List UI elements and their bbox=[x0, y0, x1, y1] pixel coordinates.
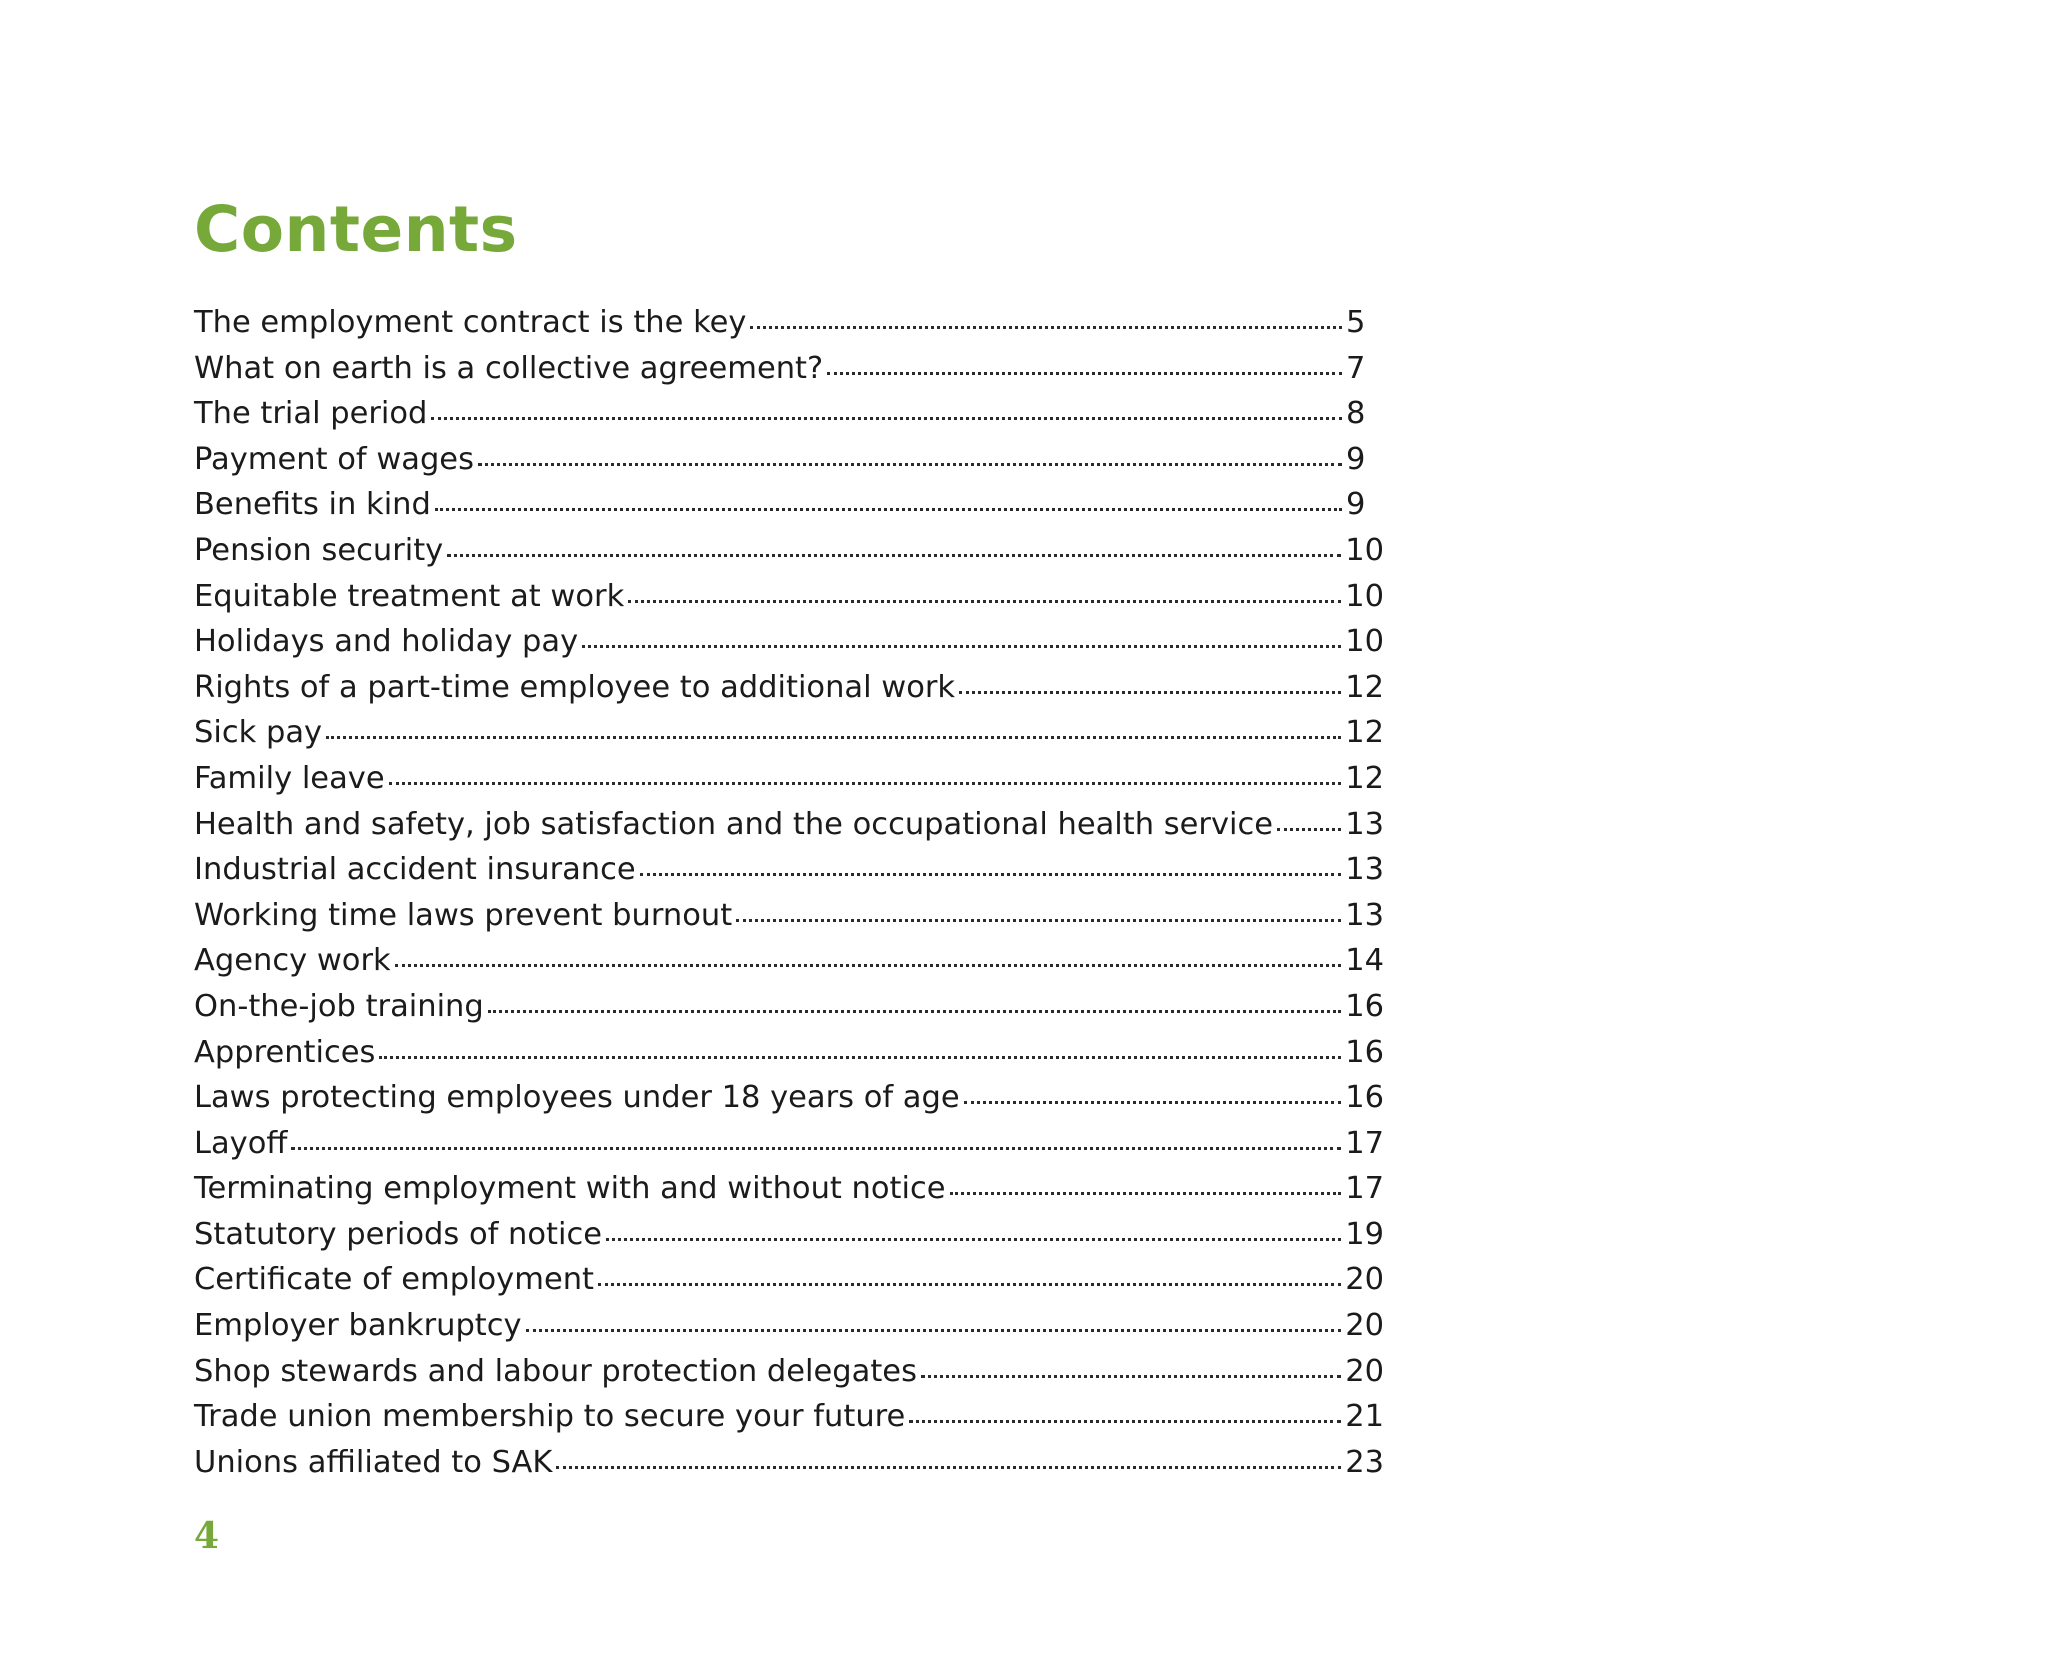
toc-entry-page-number: 9 bbox=[1346, 441, 1366, 477]
toc-entry-page-number: 16 bbox=[1345, 1034, 1384, 1070]
dot-leader bbox=[736, 919, 1341, 922]
dot-leader bbox=[827, 372, 1342, 375]
toc-entry[interactable] bbox=[194, 893, 1384, 939]
toc-entry[interactable] bbox=[194, 938, 1384, 984]
toc-entry-page-number: 20 bbox=[1345, 1262, 1384, 1298]
toc-entry-page-number: 10 bbox=[1345, 532, 1384, 568]
toc-entry-title: Rights of a part-time employee to additional work bbox=[194, 669, 956, 705]
dot-leader bbox=[395, 964, 1342, 967]
dot-leader bbox=[431, 417, 1342, 420]
toc-entry-page-number: 13 bbox=[1345, 852, 1384, 888]
toc-entry[interactable] bbox=[194, 391, 1384, 437]
toc-entry-page-number: 21 bbox=[1345, 1399, 1384, 1435]
toc-entry[interactable] bbox=[194, 756, 1384, 802]
toc-entry[interactable] bbox=[194, 1303, 1384, 1349]
toc-entry-page-number: 9 bbox=[1346, 487, 1366, 523]
dot-leader bbox=[478, 463, 1342, 466]
toc-entry[interactable] bbox=[194, 1349, 1384, 1395]
toc-entry[interactable] bbox=[194, 1121, 1384, 1167]
toc-entry-page-number: 12 bbox=[1345, 760, 1384, 796]
toc-entry-title: Family leave bbox=[194, 760, 385, 796]
toc-entry-page-number: 5 bbox=[1346, 305, 1366, 340]
dot-leader bbox=[606, 1238, 1341, 1241]
page-number: 4 bbox=[194, 1515, 220, 1557]
toc-entry-title: The employment contract is the key bbox=[194, 305, 747, 340]
dot-leader bbox=[909, 1420, 1341, 1423]
toc-entry-title: What on earth is a collective agreement? bbox=[194, 350, 824, 386]
toc-entry[interactable] bbox=[194, 710, 1384, 756]
toc-entry-page-number: 19 bbox=[1345, 1216, 1384, 1252]
toc-entry-page-number: 16 bbox=[1345, 988, 1384, 1024]
toc-entry-page-number: 10 bbox=[1345, 578, 1384, 614]
toc-entry[interactable] bbox=[194, 1394, 1384, 1440]
toc-entry[interactable] bbox=[194, 1166, 1384, 1212]
toc-entry-title: Laws protecting employees under 18 years of age bbox=[194, 1080, 960, 1116]
toc-entry-title: Holidays and holiday pay bbox=[194, 624, 579, 660]
dot-leader bbox=[291, 1147, 1341, 1150]
toc-entry-title: Trade union membership to secure your future bbox=[194, 1399, 906, 1435]
toc-entry-page-number: 23 bbox=[1345, 1444, 1384, 1480]
toc-entry-page-number: 13 bbox=[1345, 806, 1384, 842]
toc-entry-page-number: 10 bbox=[1345, 624, 1384, 660]
toc-entry-page-number: 12 bbox=[1345, 669, 1384, 705]
dot-leader bbox=[628, 600, 1341, 603]
toc-entry-title: Benefits in kind bbox=[194, 487, 431, 523]
toc-entry-title: On-the-job training bbox=[194, 988, 484, 1024]
toc-entry-title: Industrial accident insurance bbox=[194, 852, 636, 888]
dot-leader bbox=[488, 1010, 1341, 1013]
toc-entry-page-number: 20 bbox=[1345, 1308, 1384, 1344]
toc-entry-page-number: 8 bbox=[1346, 396, 1366, 432]
toc-entry[interactable] bbox=[194, 1075, 1384, 1121]
dot-leader bbox=[556, 1466, 1341, 1469]
toc-entry-title: Shop stewards and labour protection delegates bbox=[194, 1353, 917, 1389]
toc-entry[interactable] bbox=[194, 346, 1384, 392]
toc-entry[interactable] bbox=[194, 482, 1384, 528]
toc-entry[interactable] bbox=[194, 300, 1384, 346]
dot-leader bbox=[379, 1056, 1341, 1059]
toc-entry-page-number: 7 bbox=[1346, 350, 1366, 386]
toc-entry-title: Equitable treatment at work bbox=[194, 578, 625, 614]
dot-leader bbox=[598, 1283, 1341, 1286]
toc-entry-page-number: 14 bbox=[1345, 943, 1384, 979]
toc-entry-title: Health and safety, job satisfaction and the occupational health service bbox=[194, 806, 1273, 842]
toc-entry[interactable] bbox=[194, 1212, 1384, 1258]
toc-entry-title: Working time laws prevent burnout bbox=[194, 897, 733, 933]
dot-leader bbox=[959, 691, 1341, 694]
dot-leader bbox=[526, 1329, 1342, 1332]
toc-entry-page-number: 17 bbox=[1345, 1125, 1384, 1161]
toc-entry-title: Unions affiliated to SAK bbox=[194, 1444, 553, 1480]
toc-entry[interactable] bbox=[194, 665, 1384, 711]
dot-leader bbox=[435, 508, 1342, 511]
toc-entry[interactable] bbox=[194, 847, 1384, 893]
toc-entry-title: Statutory periods of notice bbox=[194, 1216, 602, 1252]
toc-entry-title: Pension security bbox=[194, 532, 444, 568]
toc-entry-page-number: 17 bbox=[1345, 1171, 1384, 1207]
toc-entry[interactable] bbox=[194, 1030, 1384, 1076]
table-of-contents bbox=[194, 300, 1384, 1485]
toc-entry[interactable] bbox=[194, 984, 1384, 1030]
toc-entry-title: The trial period bbox=[194, 396, 428, 432]
toc-entry-page-number: 16 bbox=[1345, 1080, 1384, 1116]
toc-entry[interactable] bbox=[194, 1257, 1384, 1303]
toc-entry-title: Layoff bbox=[194, 1125, 288, 1161]
dot-leader bbox=[447, 554, 1341, 557]
dot-leader bbox=[1277, 828, 1341, 831]
dot-leader bbox=[582, 645, 1341, 648]
page-title: Contents bbox=[194, 193, 518, 266]
toc-entry-title: Payment of wages bbox=[194, 441, 474, 477]
toc-entry[interactable] bbox=[194, 574, 1384, 620]
toc-entry[interactable] bbox=[194, 1440, 1384, 1486]
toc-entry[interactable] bbox=[194, 619, 1384, 665]
dot-leader bbox=[964, 1101, 1342, 1104]
toc-entry-page-number: 12 bbox=[1345, 715, 1384, 751]
dot-leader bbox=[389, 782, 1342, 785]
toc-entry[interactable] bbox=[194, 528, 1384, 574]
toc-entry[interactable] bbox=[194, 802, 1384, 848]
toc-entry-page-number: 13 bbox=[1345, 897, 1384, 933]
toc-entry-title: Sick pay bbox=[194, 715, 323, 751]
dot-leader bbox=[750, 326, 1342, 329]
toc-entry-title: Agency work bbox=[194, 943, 391, 979]
dot-leader bbox=[326, 736, 1341, 739]
toc-entry-title: Certificate of employment bbox=[194, 1262, 594, 1298]
toc-entry-title: Terminating employment with and without notice bbox=[194, 1171, 946, 1207]
dot-leader bbox=[640, 873, 1342, 876]
dot-leader bbox=[921, 1375, 1341, 1378]
dot-leader bbox=[950, 1192, 1342, 1195]
toc-entry-title: Apprentices bbox=[194, 1034, 376, 1070]
toc-entry-title: Employer bankruptcy bbox=[194, 1308, 522, 1344]
toc-entry[interactable] bbox=[194, 437, 1384, 483]
toc-entry-page-number: 20 bbox=[1345, 1353, 1384, 1389]
